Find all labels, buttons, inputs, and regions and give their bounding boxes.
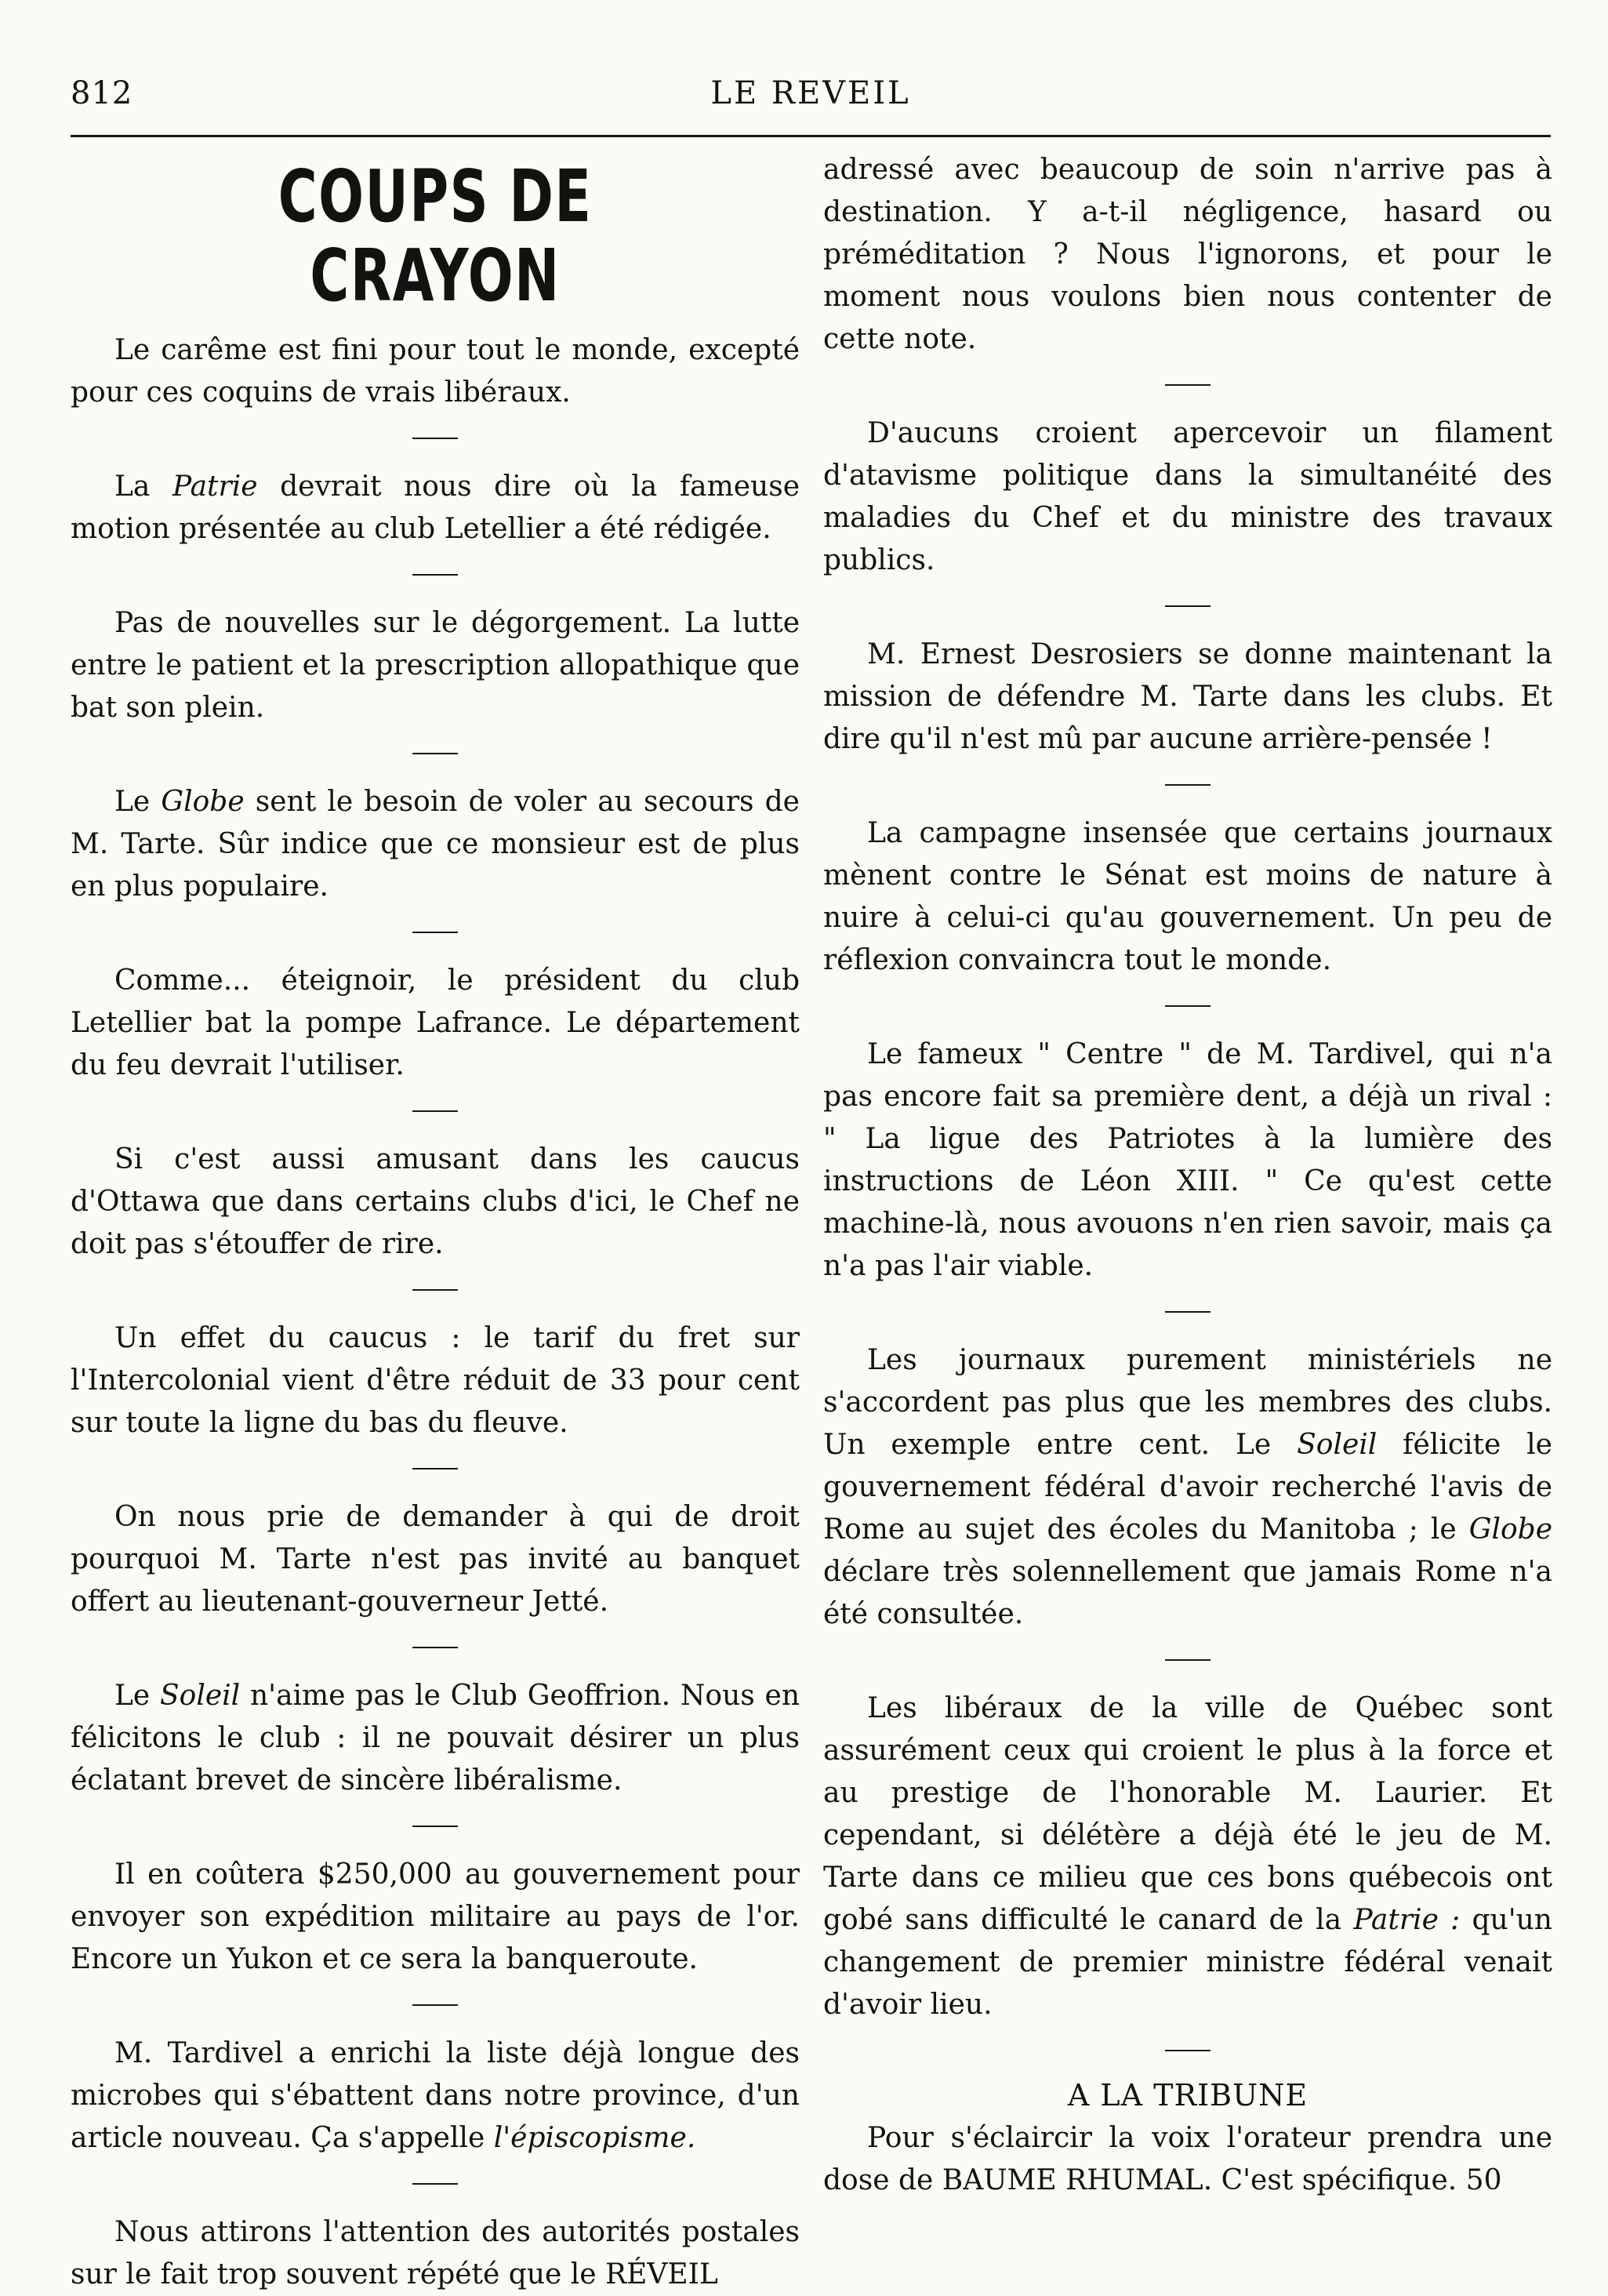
separator	[412, 1468, 458, 1470]
separator	[1165, 2050, 1211, 2051]
paragraph: Pas de nouvelles sur le dégorgement. La lutte entre le patient et la prescription allopathique que bat son plein.	[71, 607, 800, 725]
separator	[412, 932, 458, 933]
section-title: A LA TRIBUNE	[1067, 2078, 1309, 2113]
separator	[412, 438, 458, 439]
paragraph: D'aucuns croient apercevoir un filament d'atavisme politique dans la simultanéité des maladies du Chef et du ministre des travaux publics.	[823, 417, 1552, 576]
left-column	[71, 149, 800, 2291]
paragraph: adressé avec beaucoup de soin n'arrive pas à destination. Y a-t-il négligence, hasard ou préméditation ? Nous l'ignorons, et pour le moment nous voulons bien nous contenter de cette note.	[823, 154, 1552, 355]
article-title: COUPS DE CRAYON	[278, 154, 593, 318]
paragraph: La Patrie devrait nous dire où la fameuse motion présentée au club Letellier a été rédigée.	[71, 470, 800, 546]
paragraph: Les journaux purement ministériels ne s'accordent pas plus que les membres des clubs. Un exemple entre cent. Le Soleil félicite le gouvernement fédéral d'avoir recherché l'avis de Rome au sujet des écoles du Manitoba ; le Globe déclare très solennellement que jamais Rome n'a été consultée.	[823, 1344, 1552, 1630]
separator	[1165, 784, 1211, 786]
paragraph: On nous prie de demander à qui de droit pourquoi M. Tarte n'est pas invité au banquet offert au lieutenant-gouverneur Jetté.	[71, 1501, 800, 1618]
separator	[1165, 1311, 1211, 1313]
separator	[412, 753, 458, 754]
paragraph: Pour s'éclaircir la voix l'orateur prendra une dose de BAUME RHUMAL. C'est spécifique. 50	[823, 2122, 1552, 2196]
paragraph: M. Ernest Desrosiers se donne maintenant la mission de défendre M. Tarte dans les clubs. Et dire qu'il n'est mû par aucune arrière-pensée !	[823, 638, 1552, 755]
paragraph: Les libéraux de la ville de Québec sont assurément ceux qui croient le plus à la force et au prestige de l'honorable M. Laurier. Et cependant, si délétère a déjà été le jeu de M. Tarte dans ce milieu que ces bons québecois ont gobé sans difficulté le canard de la Patrie : qu'un changement de premier ministre fédéral venait d'avoir lieu.	[823, 1692, 1552, 2021]
separator	[412, 2183, 458, 2185]
separator	[412, 1826, 458, 1827]
page-header	[71, 75, 1551, 122]
paragraph: Le carême est fini pour tout le monde, excepté pour ces coquins de vrais libéraux.	[71, 334, 800, 409]
paragraph: Si c'est aussi amusant dans les caucus d'Ottawa que dans certains clubs d'ici, le Chef ne doit pas s'étouffer de rire.	[71, 1143, 800, 1261]
paragraph: La campagne insensée que certains journaux mènent contre le Sénat est moins de nature à nuire à celui-ci qu'au gouvernement. Un peu de réflexion convaincra tout le monde.	[823, 817, 1552, 976]
separator	[412, 1647, 458, 1648]
paragraph: Le Globe sent le besoin de voler au secours de M. Tarte. Sûr indice que ce monsieur est de plus en plus populaire.	[71, 786, 800, 903]
separator	[1165, 605, 1211, 607]
separator	[412, 574, 458, 576]
separator	[412, 1110, 458, 1112]
right-column	[823, 149, 1552, 2196]
separator	[412, 2004, 458, 2006]
running-title: LE REVEIL	[710, 75, 911, 111]
paragraph: Il en coûtera $250,000 au gouvernement pour envoyer son expédition militaire au pays de l'or. Encore un Yukon et ce sera la banqueroute.	[71, 1858, 800, 1976]
paragraph: Le Soleil n'aime pas le Club Geoffrion. Nous en félicitons le club : il ne pouvait désirer un plus éclatant brevet de sincère libéralisme.	[71, 1680, 800, 1797]
paragraph: Nous attirons l'attention des autorités postales sur le fait trop souvent répété que le RÉVEIL	[71, 2216, 800, 2291]
page-number: 812	[71, 75, 133, 111]
separator	[1165, 1659, 1211, 1661]
separator	[412, 1289, 458, 1291]
header-rule	[71, 135, 1551, 137]
paragraph: Le fameux " Centre " de M. Tardivel, qui n'a pas encore fait sa première dent, a déjà un rival : " La ligue des Patriotes à la lumière des instructions de Léon XIII. " Ce qu'est cette machine-là, nous avouons n'en rien savoir, mais ça n'a pas l'air viable.	[823, 1038, 1552, 1282]
paragraph: M. Tardivel a enrichi la liste déjà longue des microbes qui s'ébattent dans notre province, d'un article nouveau. Ça s'appelle l'épiscopisme.	[71, 2037, 800, 2155]
paragraph: Un effet du caucus : le tarif du fret sur l'Intercolonial vient d'être réduit de 33 pour cent sur toute la ligne du bas du fleuve.	[71, 1322, 800, 1440]
separator	[1165, 384, 1211, 386]
separator	[1165, 1005, 1211, 1007]
paragraph: Comme... éteignoir, le président du club Letellier bat la pompe Lafrance. Le département du feu devrait l'utiliser.	[71, 965, 800, 1082]
